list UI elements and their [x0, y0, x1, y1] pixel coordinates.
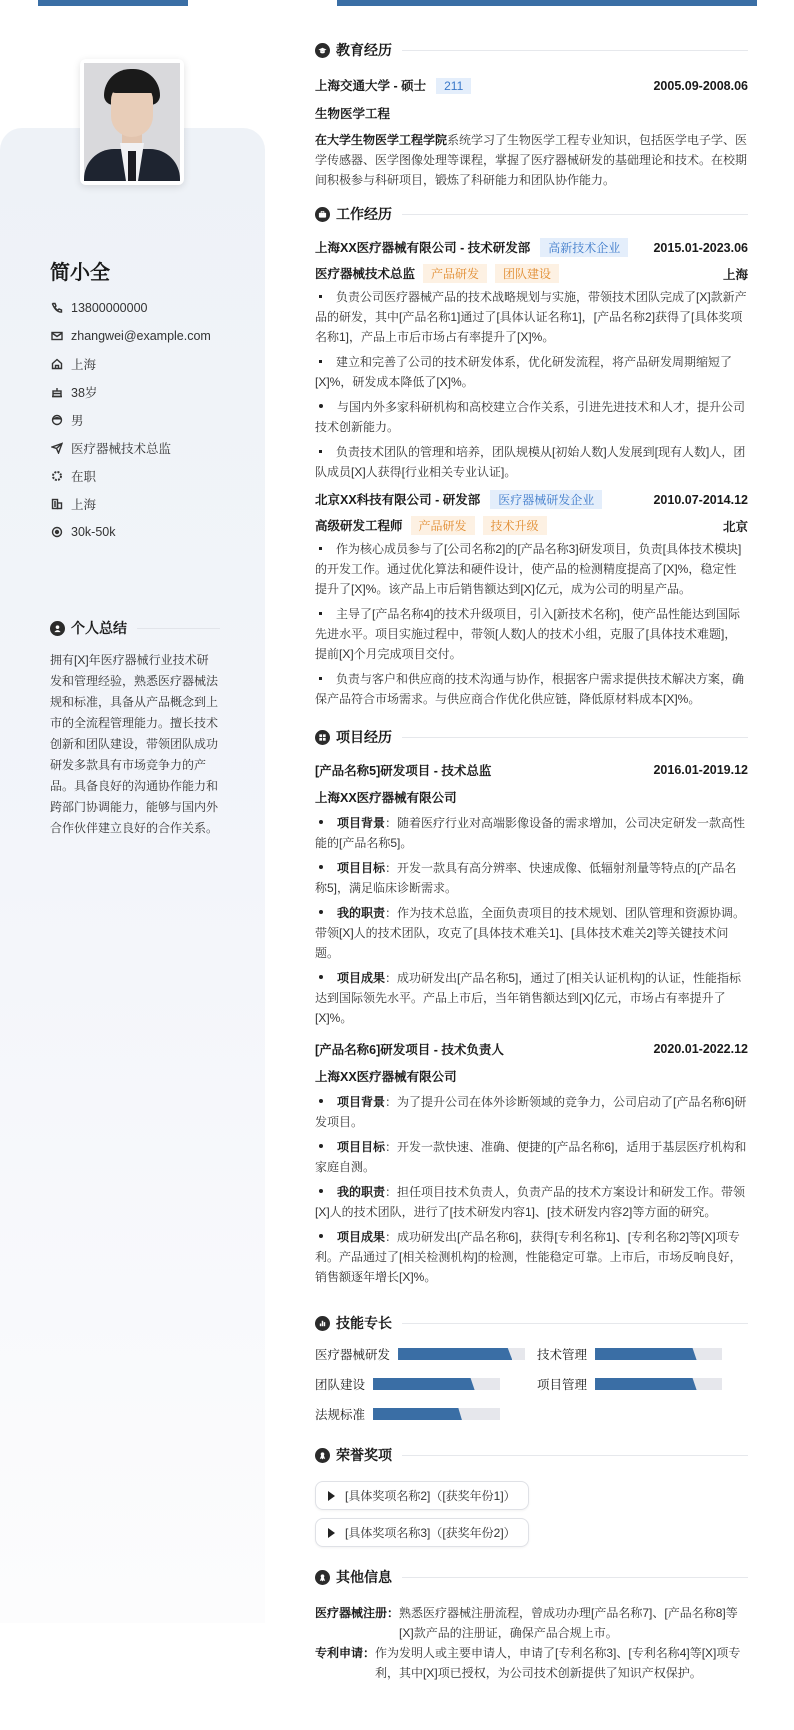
summary-text: 拥有[X]年医疗器械行业技术研发和管理经验，熟悉医疗器械法规和标准，具备从产品概念到上市的全流程管理能力。擅长技术创新和团队建设，带领团队成功研发多款具有市场竞争力的产品。具备良好的沟通协作能力和跨部门协调能力，能够与国内外合作伙伴建立良好的合作关系。 [50, 653, 219, 835]
job-tag: 产品研发 [411, 516, 475, 535]
info-city: 上海 [50, 490, 211, 518]
job-tag: 产品研发 [423, 264, 487, 283]
company-badge: 高新技术企业 [540, 238, 628, 257]
job-tag: 技术升级 [483, 516, 547, 535]
home-icon [50, 357, 64, 371]
info-age: 38岁 [50, 378, 211, 406]
job-tag: 团队建设 [495, 264, 559, 283]
school-badge: 211 [436, 78, 471, 94]
list-item: 与国内外多家科研机构和高校建立合作关系，引进先进技术和人才，提升公司技术创新能力。 [315, 400, 746, 434]
list-item: 项目目标：开发一款具有高分辨率、快速成像、低辐射剂量等特点的[产品名称5]，满足临床诊断需求。 [315, 861, 737, 895]
skill-item: 医疗器械研发 [315, 1345, 537, 1363]
skill-bar [373, 1378, 500, 1390]
skill-item: 法规标准 [315, 1405, 537, 1423]
mail-icon [50, 329, 64, 343]
list-item: 负责与客户和供应商的技术沟通与协作，根据客户需求提供技术解决方案，确保产品符合市场需求。与供应商合作优化供应链，降低原材料成本[X]%。 [315, 672, 745, 706]
candidate-name: 简小全 [50, 262, 110, 284]
gender-icon [50, 413, 64, 427]
project-bullets [315, 813, 748, 1028]
list-item: 我的职责：担任项目技术负责人，负责产品的技术方案设计和研发工作。带领[X]人的技术团队，进行了[技术研发内容1]、[技术研发内容2]等方面的研究。 [315, 1185, 746, 1219]
project-entry [315, 761, 748, 1028]
profile-photo [84, 63, 180, 181]
skill-bar [595, 1378, 722, 1390]
status-icon [50, 469, 64, 483]
award-icon [315, 1448, 330, 1463]
list-item: 项目背景：随着医疗行业对高端影像设备的需求增加，公司决定研发一款高性能的[产品名称5]。 [315, 816, 746, 850]
education-section-header: 教育经历 [315, 40, 748, 60]
skill-item: 项目管理 [537, 1375, 748, 1393]
info-phone: 13800000000 [50, 294, 211, 322]
top-accent-bar-right [337, 0, 757, 6]
expand-triangle-icon [328, 1528, 335, 1538]
project-company: 上海XX医疗器械有限公司 [315, 791, 457, 805]
work-entry [315, 238, 748, 482]
list-item: 建立和完善了公司的技术研发体系，优化研发流程，将产品研发周期缩短了[X]%，研发成本降低了[X]%。 [315, 355, 733, 389]
phone-icon [50, 301, 64, 315]
contact-info-list [50, 294, 211, 546]
work-date: 2010.07-2014.12 [653, 492, 748, 507]
job-city: 上海 [722, 267, 748, 282]
list-item: 我的职责：作为技术总监，全面负责项目的技术规划、团队管理和资源协调。带领[X]人的技术团队，攻克了[具体技术难关1]、[具体技术难关2]等关键技术问题。 [315, 906, 746, 960]
info-status: 在职 [50, 462, 211, 490]
project-entry [315, 1040, 748, 1287]
skill-bar [373, 1408, 500, 1420]
info-salary: 30k-50k [50, 518, 211, 546]
list-item: 项目成果：成功研发出[产品名称6]，获得[专利名称1]、[专利名称2]等[X]项专利。产品通过了[相关检测机构]的检测，性能稳定可靠。上市后，市场反响良好，销售额逐年增长[X]%。 [315, 1230, 742, 1284]
project-name: [产品名称6]研发项目 - 技术负责人 [315, 1043, 504, 1057]
list-item: 负责技术团队的管理和培养，团队规模从[初始人数]人发展到[现有人数]人，团队成员[X]人获得[行业相关专业认证]。 [315, 445, 746, 479]
bar-chart-icon [315, 1316, 330, 1331]
project-date: 2016.01-2019.12 [653, 763, 748, 777]
job-role: 高级研发工程师 [315, 519, 403, 533]
award-item[interactable]: [具体奖项名称3]（[获奖年份2]） [315, 1518, 529, 1547]
other-section-header: 其他信息 [315, 1567, 748, 1587]
award-item[interactable]: [具体奖项名称2]（[获奖年份1]） [315, 1481, 529, 1510]
expand-triangle-icon [328, 1491, 335, 1501]
send-icon [50, 441, 64, 455]
avatar [80, 59, 184, 185]
company-badge: 医疗器械研发企业 [490, 490, 602, 509]
project-company: 上海XX医疗器械有限公司 [315, 1070, 457, 1084]
target-icon [50, 525, 64, 539]
work-section-header: 工作经历 [315, 204, 748, 224]
info-position: 医疗器械技术总监 [50, 434, 211, 462]
skills-section-header: 技能专长 [315, 1313, 748, 1333]
skill-item: 团队建设 [315, 1375, 537, 1393]
list-item: 负责公司医疗器械产品的技术战略规划与实施，带领技术团队完成了[X]款新产品的研发，其中[产品名称1]通过了[具体认证名称1]，[产品名称2]获得了[具体奖项名称1]，产品上市后市场占有率提升了[X]%。 [315, 290, 747, 344]
job-role: 医疗器械技术总监 [315, 267, 416, 281]
other-info-list [315, 1603, 748, 1683]
company-name: 上海XX医疗器械有限公司 - 技术研发部 [315, 241, 531, 255]
school-name: 上海交通大学 - 硕士 [315, 79, 427, 93]
awards-list [315, 1481, 748, 1547]
projects-section-header: 项目经历 [315, 727, 748, 747]
list-item: 项目背景：为了提升公司在体外诊断领域的竞争力，公司启动了[产品名称6]研发项目。 [315, 1095, 747, 1129]
cake-icon [50, 385, 64, 399]
major: 生物医学工程 [315, 107, 391, 121]
list-item: 项目成果：成功研发出[产品名称5]，通过了[相关认证机构]的认证，性能指标达到国际领先水平。产品上市后，当年销售额达到[X]亿元，市场占有率提升了[X]%。 [315, 971, 742, 1025]
work-entry [315, 490, 748, 709]
project-bullets [315, 1092, 748, 1287]
list-item: 项目目标：开发一款快速、准确、便捷的[产品名称6]，适用于基层医疗机构和家庭自测。 [315, 1140, 747, 1174]
grid-icon [315, 730, 330, 745]
awards-section-header: 荣誉奖项 [315, 1445, 748, 1465]
job-bullets [315, 539, 748, 709]
summary-section-header: 个人总结 [50, 618, 220, 638]
skills-grid [315, 1345, 748, 1423]
other-info-item: 专利申请： 作为发明人或主要申请人，申请了[专利名称3]、[专利名称4]等[X]项专利，其中[X]项已授权，为公司技术创新提供了知识产权保护。 [315, 1646, 741, 1680]
top-accent-bar-left [38, 0, 188, 6]
skill-bar [595, 1348, 722, 1360]
briefcase-icon [315, 207, 330, 222]
main-content [315, 40, 748, 1683]
education-entry [315, 76, 748, 190]
list-item: 主导了[产品名称4]的技术升级项目，引入[新技术名称]，使产品性能达到国际先进水平。项目实施过程中，带领[人数]人的技术小组，克服了[具体技术难题]，提前[X]个月完成项目交付。 [315, 607, 741, 661]
education-date: 2005.09-2008.06 [653, 78, 748, 93]
job-bullets [315, 287, 748, 482]
other-info-item: 医疗器械注册： 熟悉医疗器械注册流程，曾成功办理[产品名称7]、[产品名称8]等[X]款产品的注册证，确保产品合规上市。 [315, 1606, 738, 1640]
info-gender: 男 [50, 406, 211, 434]
info-icon [315, 1570, 330, 1585]
project-date: 2020.01-2022.12 [653, 1042, 748, 1056]
graduation-cap-icon [315, 43, 330, 58]
skill-bar [398, 1348, 525, 1360]
skill-item: 技术管理 [537, 1345, 748, 1363]
info-email: zhangwei@example.com [50, 322, 211, 350]
education-description: 在大学生物医学工程学院系统学习了生物医学工程专业知识，包括医学电子学、医学传感器、医学图像处理等课程，掌握了医疗器械研发的基础理论和技术。在校期间积极参与科研项目，锻炼了科研能力和团队协作能力。 [315, 133, 748, 187]
info-location: 上海 [50, 350, 211, 378]
work-date: 2015.01-2023.06 [653, 240, 748, 255]
project-name: [产品名称5]研发项目 - 技术总监 [315, 764, 492, 778]
list-item: 作为核心成员参与了[公司名称2]的[产品名称3]研发项目，负责[具体技术模块]的开发工作。通过优化算法和硬件设计，使产品的检测精度提高了[X]%，稳定性提升了[X]%。该产品上市后销售额达到[X]亿元，成为公司的明星产品。 [315, 542, 742, 596]
job-city: 北京 [722, 519, 748, 534]
user-icon [50, 621, 65, 636]
company-name: 北京XX科技有限公司 - 研发部 [315, 493, 481, 507]
building-icon [50, 497, 64, 511]
